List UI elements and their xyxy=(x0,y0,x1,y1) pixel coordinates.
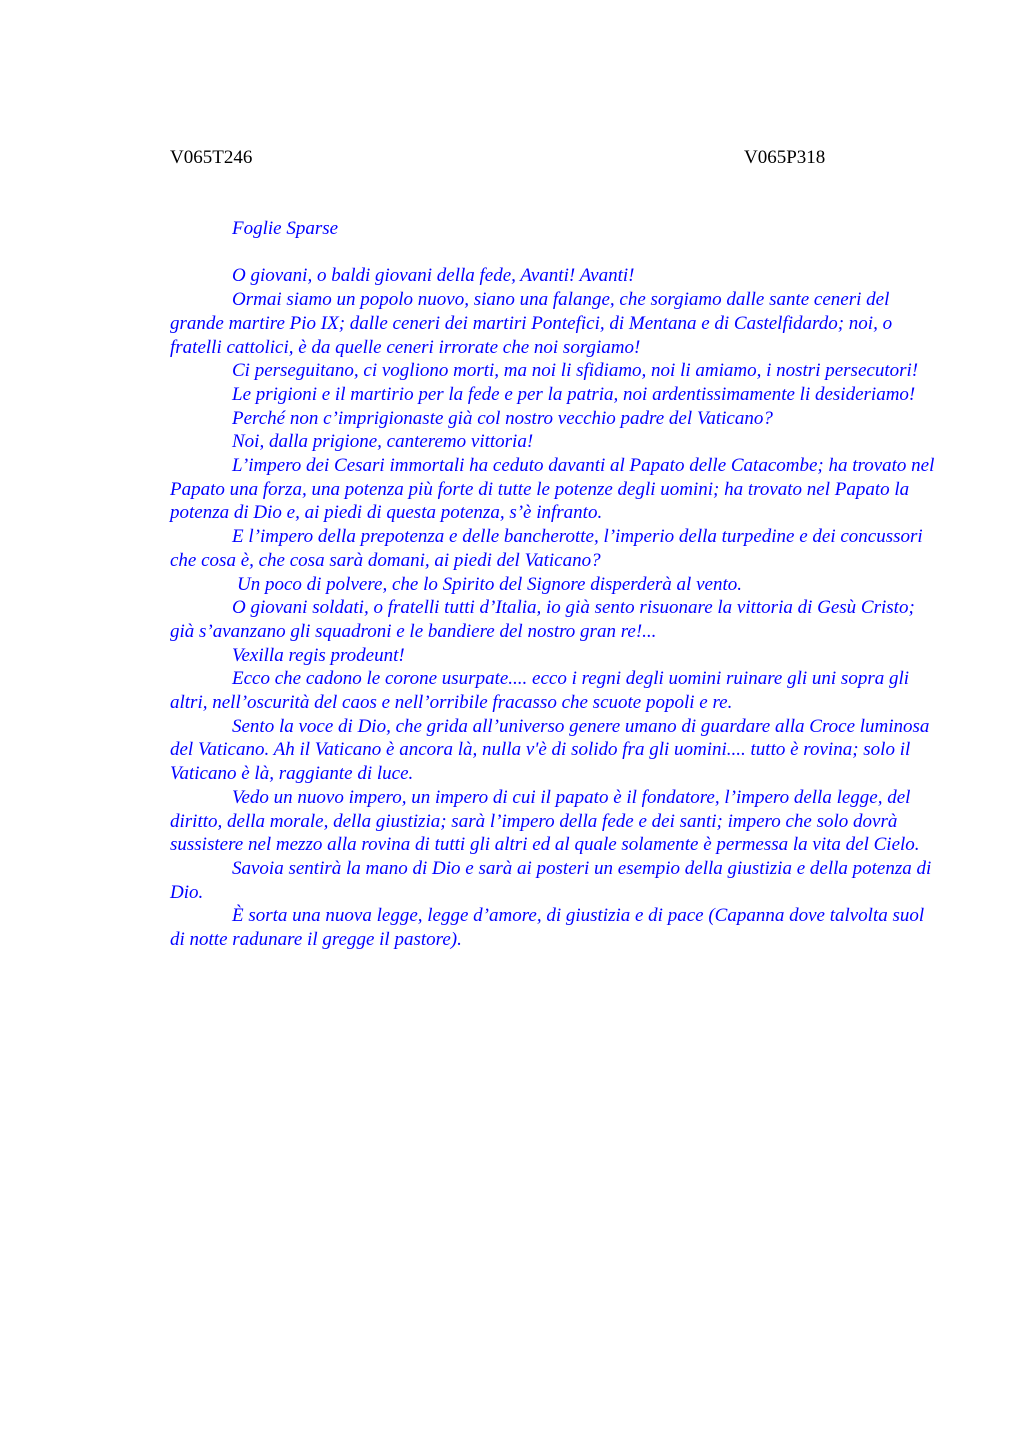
paragraph-16: È sorta una nuova legge, legge d’amore, di giustizia e di pace (Capanna dove talvolta suol di notte radunare il gregge il pastore). xyxy=(170,905,925,951)
paragraph-5: Perché non c’imprigionaste già col nostro vecchio padre del Vaticano? xyxy=(232,407,773,429)
paragraph-13: Sento la voce di Dio, che grida all’universo genere umano di guardare alla Croce luminosa del Vaticano. Ah il Vaticano è ancora là, nulla v'è di solido fra gli uomini.... tutto è rovina; solo il Vaticano è là, raggiante di luce. xyxy=(170,715,930,785)
paragraph-14: Vedo un nuovo impero, un impero di cui il papato è il fondatore, l’impero della legge, del diritto, della morale, della giustizia; sarà l’impero della fede e dei santi; impero che solo dovrà sussistere nel mezzo alla rovina di tutti gli altri ed al quale solamente è permessa la vita del Cielo. xyxy=(170,786,920,856)
paragraph-11: Vexilla regis prodeunt! xyxy=(232,644,405,666)
paragraph-7: L’impero dei Cesari immortali ha ceduto davanti al Papato delle Catacombe; ha trovato nel Papato una forza, una potenza più forte di tutte le potenze degli uomini; ha trovato nel Papato la potenza di Dio e, ai piedi di questa potenza, s’è infranto. xyxy=(170,455,935,524)
paragraph-4: Le prigioni e il martirio per la fede e per la patria, noi ardentissimamente li desideriamo! xyxy=(232,383,916,405)
paragraph-3: Ci perseguitano, ci vogliono morti, ma noi li sfidiamo, noi li amiamo, i nostri persecutori! xyxy=(232,360,919,382)
paragraph-15: Savoia sentirà la mano di Dio e sarà ai posteri un esempio della giustizia e della potenza di Dio. xyxy=(170,857,932,903)
document-code-left: V065T246 xyxy=(170,147,253,168)
paragraph-9: Un poco di polvere, che lo Spirito del Signore disperderà al vento. xyxy=(237,573,742,595)
paragraph-12: Ecco che cadono le corone usurpate.... ecco i regni degli uomini ruinare gli uni sopra gli altri, nell’oscurità del caos e nell’orribile fracasso che scuote popoli e re. xyxy=(170,668,910,714)
paragraph-8: E l’impero della prepotenza e delle bancherotte, l’imperio della turpedine e dei concussori che cosa è, che cosa sarà domani, ai piedi del Vaticano? xyxy=(170,526,923,571)
paragraph-10: O giovani soldati, o fratelli tutti d’Italia, io già sento risuonare la vittoria di Gesù Cristo; già s’avanzano gli squadroni e le bandiere del nostro gran re!... xyxy=(170,597,915,642)
paragraph-6: Noi, dalla prigione, canteremo vittoria! xyxy=(232,431,534,453)
document-title: Foglie Sparse xyxy=(232,218,339,239)
paragraph-1: O giovani, o baldi giovani della fede, Avanti! Avanti! xyxy=(232,265,635,287)
document-body xyxy=(170,217,940,952)
title-spacer xyxy=(170,241,940,265)
paragraph-2: Ormai siamo un popolo nuovo, siano una falange, che sorgiamo dalle sante ceneri del grande martire Pio IX; dalle ceneri dei martiri Pontefici, di Mentana e di Castelfidardo; noi, o fratelli cattolici, è da quelle ceneri irrorate che noi sorgiamo! xyxy=(170,289,893,358)
document-code-right: V065P318 xyxy=(744,147,826,168)
